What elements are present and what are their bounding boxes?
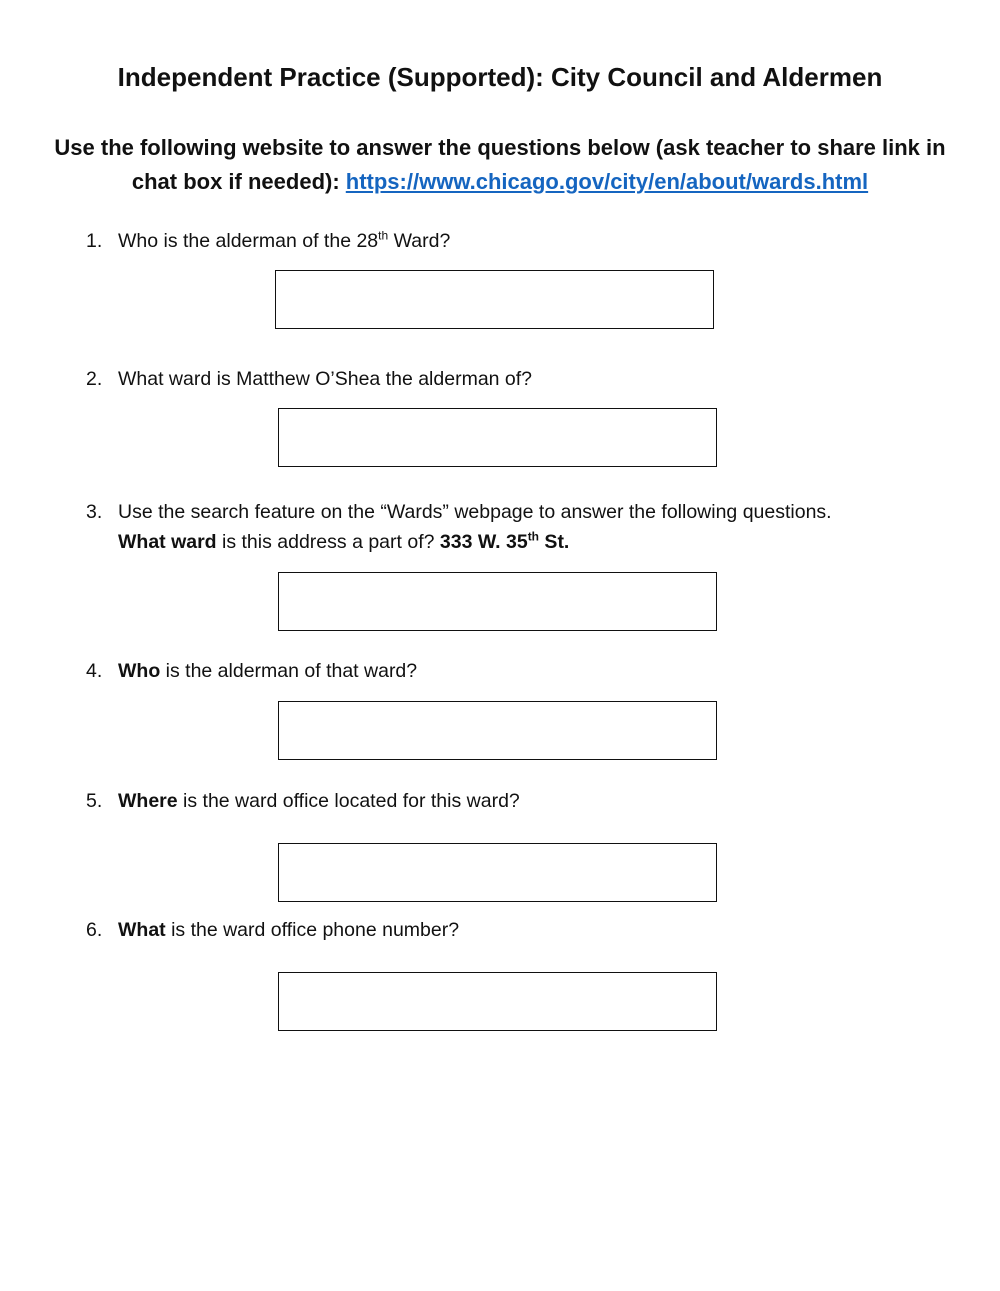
question-2-number: 2. bbox=[86, 368, 103, 390]
question-4-body: is the alderman of that ward? bbox=[160, 660, 418, 682]
question-6-body: is the ward office phone number? bbox=[165, 919, 460, 941]
question-3-line-2-body: is this address a part of? bbox=[216, 531, 440, 553]
instructions-text: Use the following website to answer the questions below (ask teacher to share link in chat box if needed): bbox=[54, 135, 946, 194]
question-6-bold: What bbox=[118, 919, 166, 941]
question-4-text bbox=[118, 656, 417, 686]
address-superscript: th bbox=[527, 529, 540, 544]
question-2-text: What ward is Matthew O’Shea the alderman of? bbox=[118, 368, 533, 390]
question-5-number: 5. bbox=[86, 790, 103, 812]
question-1-text bbox=[118, 226, 450, 256]
question-5-text bbox=[118, 786, 520, 816]
question-5-bold: Where bbox=[118, 790, 178, 812]
question-6-text bbox=[118, 915, 459, 945]
answer-box-5[interactable] bbox=[278, 843, 717, 902]
question-3-number: 3. bbox=[86, 501, 103, 523]
answer-box-6[interactable] bbox=[278, 972, 717, 1031]
answer-box-1[interactable] bbox=[275, 270, 714, 329]
question-3-line-2-text bbox=[118, 527, 569, 557]
question-1-text-before: Who is the alderman of the 28 bbox=[118, 230, 379, 252]
answer-box-2[interactable] bbox=[278, 408, 717, 467]
address-before: 333 W. 35 bbox=[439, 531, 528, 553]
question-3-bold: What ward bbox=[118, 531, 217, 553]
question-3-address bbox=[440, 531, 569, 553]
question-1-text-after: Ward? bbox=[388, 230, 451, 252]
instructions bbox=[40, 131, 960, 199]
answer-box-4[interactable] bbox=[278, 701, 717, 760]
address-after: St. bbox=[539, 531, 570, 553]
question-4-bold: Who bbox=[118, 660, 161, 682]
page-title: Independent Practice (Supported): City Council and Aldermen bbox=[117, 62, 883, 92]
question-5-body: is the ward office located for this ward? bbox=[177, 790, 520, 812]
question-3-line-1: Use the search feature on the “Wards” webpage to answer the following questions. bbox=[118, 501, 832, 523]
question-4-number: 4. bbox=[86, 660, 103, 682]
question-1-number: 1. bbox=[86, 230, 103, 252]
answer-box-3[interactable] bbox=[278, 572, 717, 631]
question-1-superscript: th bbox=[378, 228, 389, 243]
wards-website-link[interactable]: https://www.chicago.gov/city/en/about/wards.html bbox=[345, 169, 869, 194]
question-6-number: 6. bbox=[86, 919, 103, 941]
